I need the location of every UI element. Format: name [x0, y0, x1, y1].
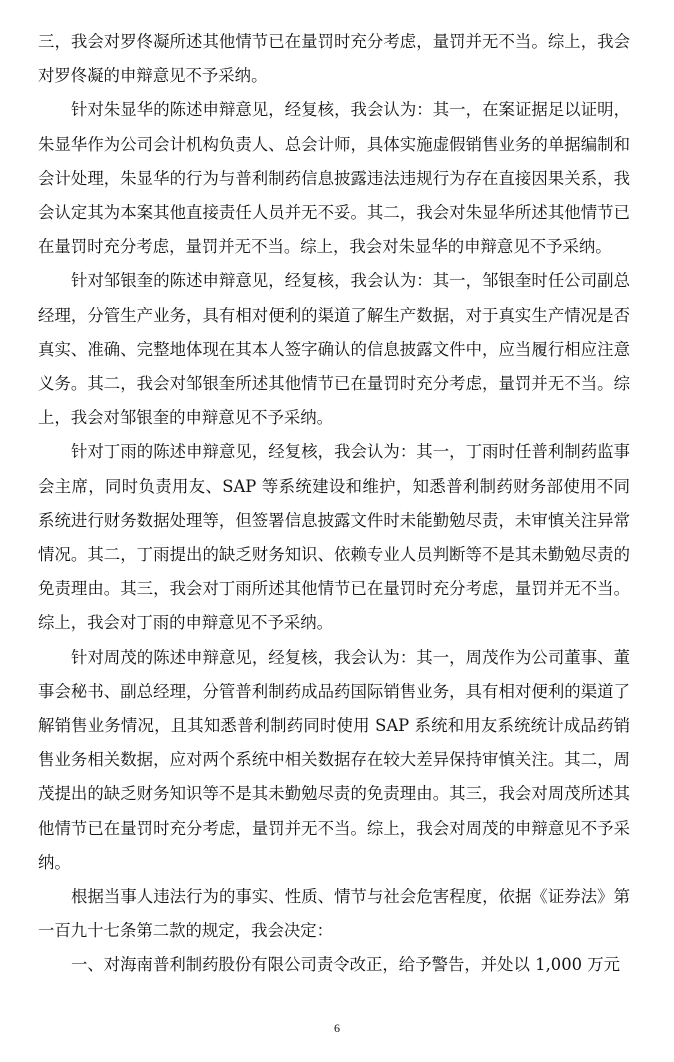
paragraph-decision-item-1: 一、对海南普利制药股份有限公司责令改正，给予警告，并处以 1,000 万元: [71, 955, 621, 975]
paragraph-zhou-mao: 针对周茂的陈述申辩意见，经复核，我会认为：其一，周茂作为公司董事、董事会秘书、副总经理，分管普利制药成品药国际销售业务，具有相对便利的渠道了解销售业务情况，且其知悉普利制药同时使用 SAP 系统和用友系统统计成品药销售业务相关数据，应对两个系统中相关数据存在较大差异保持审慎关注。其二，周茂提出的缺乏财务知识等不是其未勤勉尽责的免责理由。其三，我会对周茂所述其他情节已在量罚时充分考虑，量罚并无不当。综上，我会对周茂的申辩意见不予采纳。: [38, 647, 630, 872]
page-number: 6: [334, 1021, 340, 1035]
paragraph-legal-basis: 根据当事人违法行为的事实、性质、情节与社会危害程度，依据《证券法》第一百九十七条第二款的规定，我会决定：: [38, 887, 630, 941]
paragraph-zou-yinkui: 针对邹银奎的陈述申辩意见，经复核，我会认为：其一，邹银奎时任公司副总经理，分管生产业务，具有相对便利的渠道了解生产数据，对于真实生产情况是否真实、准确、完整地体现在其本人签字确认的信息披露文件中，应当履行相应注意义务。其二，我会对邹银奎所述其他情节已在量罚时充分考虑，量罚并无不当。综上，我会对邹银奎的申辩意见不予采纳。: [38, 271, 630, 428]
paragraph-luo-conclusion: 三，我会对罗佟凝所述其他情节已在量罚时充分考虑，量罚并无不当。综上，我会对罗佟凝的申辩意见不予采纳。: [38, 32, 630, 86]
paragraph-ding-yu: 针对丁雨的陈述申辩意见，经复核，我会认为：其一，丁雨时任普利制药监事会主席，同时负责用友、SAP 等系统建设和维护，知悉普利制药财务部使用不同系统进行财务数据处理等，但签署信息披露文件时未能勤勉尽责，未审慎关注异常情况。其二，丁雨提出的缺乏财务知识、依赖专业人员判断等不是其未勤勉尽责的免责理由。其三，我会对丁雨所述其他情节已在量罚时充分考虑，量罚并无不当。综上，我会对丁雨的申辩意见不予采纳。: [38, 442, 630, 633]
document-body: [38, 25, 630, 983]
paragraph-zhu-xianhua: 针对朱显华的陈述申辩意见，经复核，我会认为：其一，在案证据足以证明，朱显华作为公司会计机构负责人、总会计师，具体实施虚假销售业务的单据编制和会计处理，朱显华的行为与普利制药信息披露违法违规行为存在直接因果关系，我会认定其为本案其他直接责任人员并无不妥。其二，我会对朱显华所述其他情节已在量罚时充分考虑，量罚并无不当。综上，我会对朱显华的申辩意见不予采纳。: [38, 100, 630, 257]
